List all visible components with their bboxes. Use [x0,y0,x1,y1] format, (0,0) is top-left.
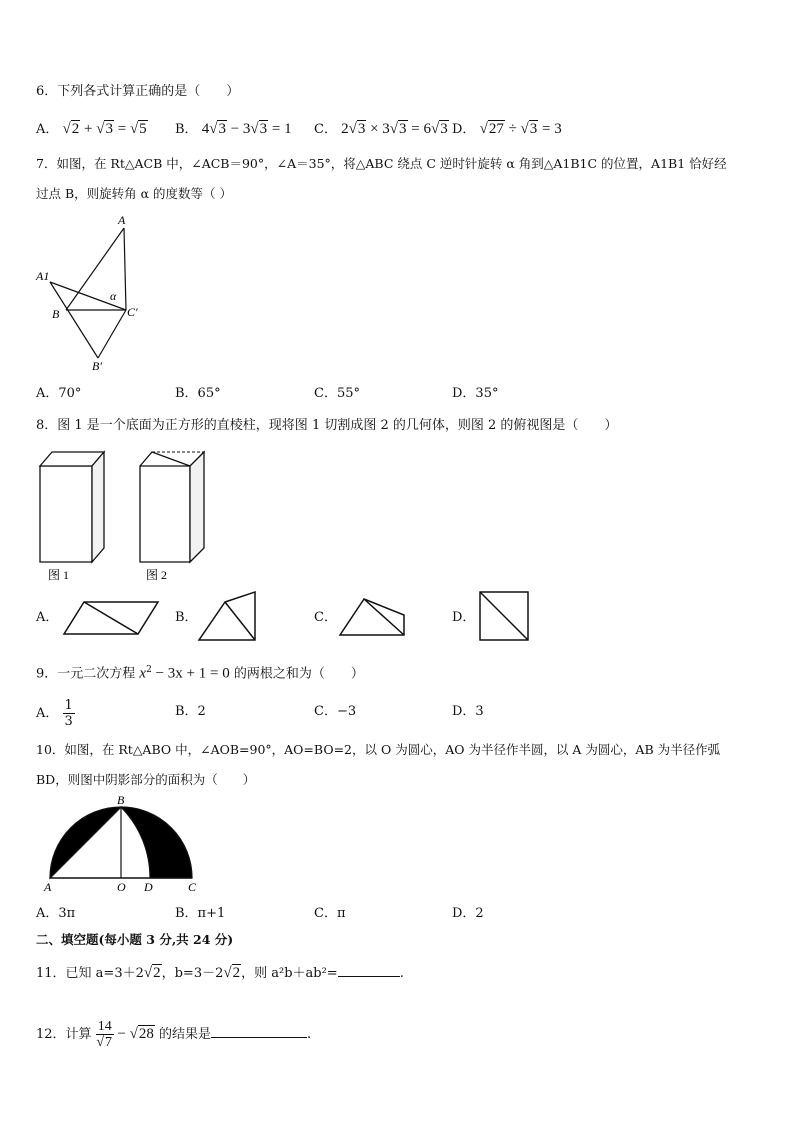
section2-title: 二、填空题(每小题 3 分,共 24 分) [36,932,234,947]
q9-option-d: D．3 [452,704,484,719]
q10-option-d: D．2 [452,906,484,921]
q9-a-fraction: $\frac{1}{3}$ [64,698,73,729]
q7-option-b: B．65° [175,386,221,401]
q8-prism-figures [36,448,216,583]
q8-option-a: A． [36,610,59,625]
q7-option-c: C．55° [314,386,360,401]
q7-option-d: D．35° [452,386,499,401]
q7-label-b: B [52,307,60,321]
q10-option-a: A．3π [36,906,76,921]
q8-option-b-shape [197,590,267,645]
q10-label-c: C [188,880,197,894]
q7-stem-line2: 过点 B，则旋转角 α 的度数等（ ） [36,186,233,201]
q7-option-a: A．70° [36,386,82,401]
q7-label-b-prime: B′ [92,359,102,373]
q9-option-b: B．2 [175,704,206,719]
q9-option-a: A． $\frac{1}{3}$ [36,698,73,729]
q8-option-b: B． [175,610,198,625]
q6-b-expression: 4√3 − 3√3 = 1 [201,121,292,137]
q7-label-c: C′ [127,305,138,319]
q8-option-d: D． [452,610,476,625]
q6-a-expression: √2 + √3 = √5 [62,121,147,137]
q10-semicircle-figure [38,792,208,894]
q12-fraction: $\frac{14}{√7}$ [96,1019,113,1050]
q8-stem: 8．图 1 是一个底面为正方形的直棱柱，现将图 1 切割成图 2 的几何体，则图 2 的俯视图是（ ） [36,418,618,433]
q9-option-c: C．−3 [314,704,357,719]
q6-option-d: D． √27 ÷ √3 = 3 [452,121,562,137]
q11-answer-blank[interactable] [338,962,400,977]
q8-option-a-shape [62,598,162,638]
q7-label-alpha: α [110,289,117,303]
q8-fig2-label: 图 2 [146,568,168,582]
q10-label-o: O [117,880,126,894]
q12-stem: 12．计算 $\frac{14}{√7}$ − √28 的结果是 . [36,1019,312,1050]
q8-option-c: C． [314,610,337,625]
q7-label-a1: A1 [36,269,50,283]
q10-label-a: A [44,880,52,894]
q10-label-b: B [117,793,125,807]
q6-stem: 6．下列各式计算正确的是（ ） [36,84,240,99]
q9-stem: 9．一元二次方程 $x^2 - 3x + 1 = 0$ 的两根之和为（ ） [36,665,364,682]
q6-option-a: A． √2 + √3 = √5 [36,121,147,137]
q10-stem-line1: 10．如图，在 Rt△ABO 中，∠AOB=90°，AO=BO=2，以 O 为圆心，AO 为半径作半圆，以 A 为圆心，AB 为半径作弧 [36,742,721,757]
q7-label-a: A [118,213,126,227]
q10-option-b: B．π+1 [175,906,226,921]
q8-option-c-shape [338,597,410,637]
q12-answer-blank[interactable] [211,1023,307,1038]
q8-option-d-shape [478,590,530,642]
q11-stem: 11．已知 a=3＋2√2，b=3－2√2，则 a²b＋ab²= . [36,962,404,984]
q10-option-c: C．π [314,906,346,921]
q6-d-expression: √27 ÷ √3 = 3 [479,121,562,137]
q7-stem-line1: 7．如图，在 Rt△ACB 中，∠ACB＝90°，∠A＝35°，将△ABC 绕点 C 逆时针旋转 α 角到△A1B1C 的位置，A1B1 恰好经 [36,156,727,171]
q7-rotation-figure [30,212,150,377]
q6-option-b: B． 4√3 − 3√3 = 1 [175,121,292,137]
q6-c-expression: 2√3 × 3√3 = 6√3 [341,121,448,137]
q6-option-c: C． 2√3 × 3√3 = 6√3 [314,121,448,137]
q10-label-d: D [144,880,153,894]
q8-fig1-label: 图 1 [48,568,70,582]
q10-stem-line2: BD，则图中阴影部分的面积为（ ） [36,772,256,787]
